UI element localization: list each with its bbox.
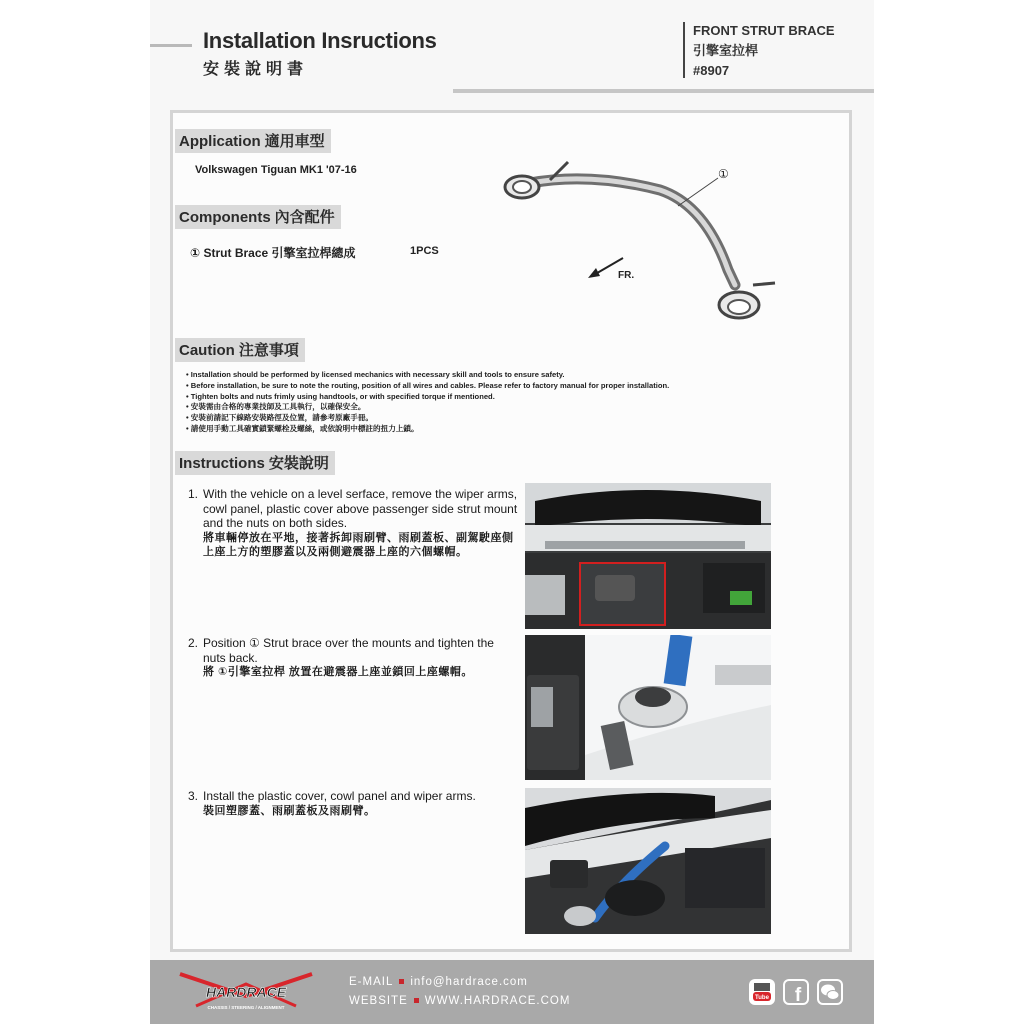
header-divider (683, 22, 685, 78)
page-title: Installation Insructions (203, 28, 437, 53)
caution-item: • Installation should be performed by licensed mechanics with necessary skill and tools to ensure safety. (186, 370, 565, 379)
components-heading-en: Components (179, 209, 271, 226)
product-code: #8907 (693, 63, 730, 78)
bullet-dot (399, 979, 404, 984)
wechat-icon[interactable] (817, 979, 843, 1005)
product-name: FRONT STRUT BRACE (693, 23, 835, 38)
product-name-zh: 引擎室拉桿 (693, 43, 759, 58)
components-heading-zh: 內含配件 (274, 208, 335, 226)
logo-wordmark: HARDRACE (205, 984, 287, 1000)
step-text-zh: 裝回塑膠蓋、雨刷蓋板及雨刷臂。 (203, 804, 376, 817)
components-heading (175, 205, 341, 229)
step-number: 1. (188, 487, 199, 501)
strut-brace-diagram (490, 150, 790, 330)
application-heading (175, 129, 331, 153)
caution-item: • 請使用手動工具確實鎖緊螺栓及螺絲，或依說明中標註的扭力上鎖。 (186, 423, 419, 433)
direction-label: FR. (618, 270, 635, 281)
product-info (693, 21, 835, 81)
svg-text:f: f (794, 985, 802, 1005)
hardrace-logo (176, 966, 316, 1012)
svg-text:Tube: Tube (755, 995, 769, 1001)
instructions-heading-en: Instructions (179, 455, 265, 472)
step-1-photo (525, 483, 771, 629)
email-link[interactable]: info@hardrace.com (410, 976, 528, 988)
part-callout: ① (718, 167, 729, 181)
instructions-heading (175, 451, 335, 475)
application-heading-en: Application (179, 133, 261, 150)
caution-heading (175, 338, 305, 362)
facebook-icon[interactable] (783, 979, 809, 1005)
caution-item: • 安裝前請記下線路安裝路徑及位置，請參考原廠手冊。 (186, 413, 374, 423)
step-number: 3. (188, 789, 199, 803)
step-text-zh: 將 ①引擎室拉桿 放置在避震器上座並鎖回上座螺帽。 (203, 666, 473, 678)
caution-item: • Tighten bolts and nuts frimly using handtools, or with specified torque if mentioned. (186, 391, 495, 401)
caution-heading-en: Caution (179, 342, 235, 359)
component-item: ① Strut Brace 引擎室拉桿總成 (190, 246, 356, 260)
step-3-photo (525, 788, 771, 934)
header-rule-right (453, 89, 874, 93)
application-heading-zh: 適用車型 (264, 132, 325, 150)
youtube-icon[interactable] (749, 979, 775, 1005)
step-number: 2. (188, 636, 199, 650)
step-text-en: Install the plastic cover, cowl panel and wiper arms. (203, 789, 476, 803)
footer-website (349, 995, 570, 1007)
email-label: E-MAIL (349, 976, 394, 988)
component-quantity: 1PCS (410, 245, 439, 257)
footer-email (349, 976, 528, 988)
instruction-step-3 (188, 789, 518, 818)
caution-heading-zh: 注意事項 (238, 341, 299, 359)
caution-item: • 安裝需由合格的專業技師及工具執行，以確保安全。 (186, 402, 366, 412)
website-link[interactable]: WWW.HARDRACE.COM (424, 995, 571, 1007)
step-text-zh: 將車輛停放在平地，接著拆卸雨刷臂、雨刷蓋板、副駕駛座側上座上方的塑膠蓋以及兩側避震器上座的六個螺帽。 (203, 531, 514, 558)
logo-tagline: CHASSIS / STEERING / ALIGNMENT (207, 1005, 285, 1010)
vehicle-model: Volkswagen Tiguan MK1 '07-16 (195, 164, 357, 176)
instructions-heading-zh: 安裝說明 (268, 454, 329, 472)
instruction-step-2 (188, 636, 518, 680)
step-text-en: With the vehicle on a level serface, remove the wiper arms, cowl panel, plastic cover above passenger side strut mount and the nuts on both sides. (203, 487, 518, 530)
page-subtitle: 安裝說明書 (203, 59, 309, 78)
caution-item: • Before installation, be sure to note the routing, position of all wires and cables. Please refer to factory manual for proper installation. (186, 380, 670, 390)
step-text-en: Position ① Strut brace over the mounts and tighten the nuts back. (203, 636, 494, 665)
instruction-step-1 (188, 487, 518, 560)
step-2-photo (525, 635, 771, 780)
caution-list (186, 370, 826, 435)
bullet-dot (414, 998, 419, 1003)
header-rule-left (150, 44, 192, 47)
website-label: WEBSITE (349, 995, 408, 1007)
